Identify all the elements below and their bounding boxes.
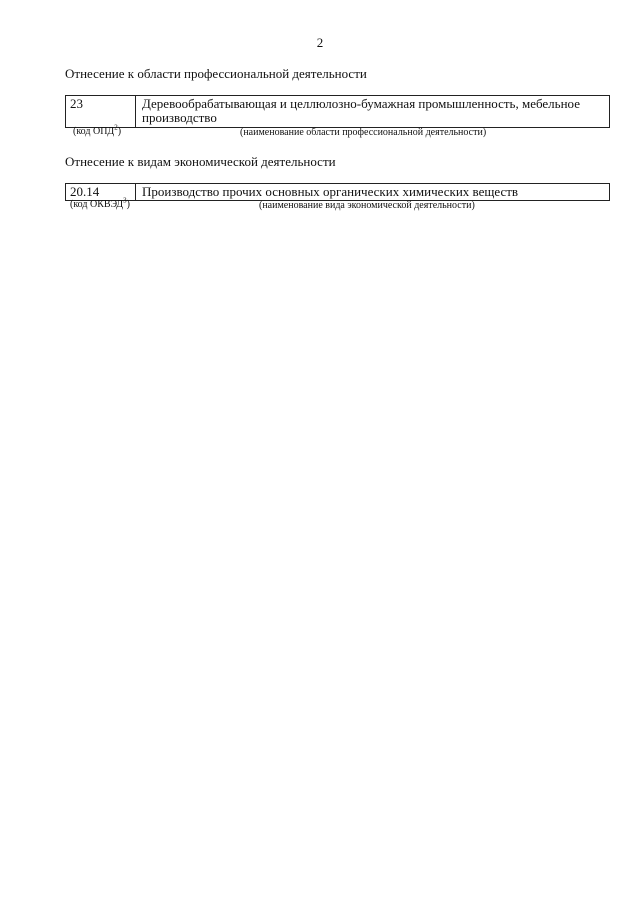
economic-activity-heading: Отнесение к видам экономической деятельности	[65, 154, 336, 169]
professional-area-table	[65, 95, 610, 128]
okved-footnote-marker: 3	[123, 196, 127, 205]
opd-name-caption: (наименование области профессиональной деятельности)	[240, 127, 487, 138]
opd-code-caption-text: (код ОПД	[73, 126, 115, 137]
opd-code-caption	[73, 123, 122, 137]
okved-code-caption-text: (код ОКВЭД	[70, 199, 124, 210]
opd-name-cell: Деревообрабатывающая и целлюлозно-бумажная промышленность, мебельное производство	[142, 96, 580, 125]
page-number: 2	[316, 35, 324, 50]
opd-code-caption-close: )	[117, 126, 122, 137]
okved-name-caption: (наименование вида экономической деятельности)	[259, 200, 475, 211]
okved-code-caption	[70, 196, 130, 210]
opd-footnote-marker: 2	[114, 123, 118, 132]
economic-activity-table	[65, 183, 610, 201]
opd-code-cell: 23	[66, 96, 136, 127]
okved-code-caption-close: )	[126, 199, 130, 210]
okved-name-cell: Производство прочих основных органических химических веществ	[142, 184, 519, 199]
okved-code-cell: 20.14	[66, 184, 136, 200]
professional-area-heading: Отнесение к области профессиональной деятельности	[65, 66, 367, 81]
